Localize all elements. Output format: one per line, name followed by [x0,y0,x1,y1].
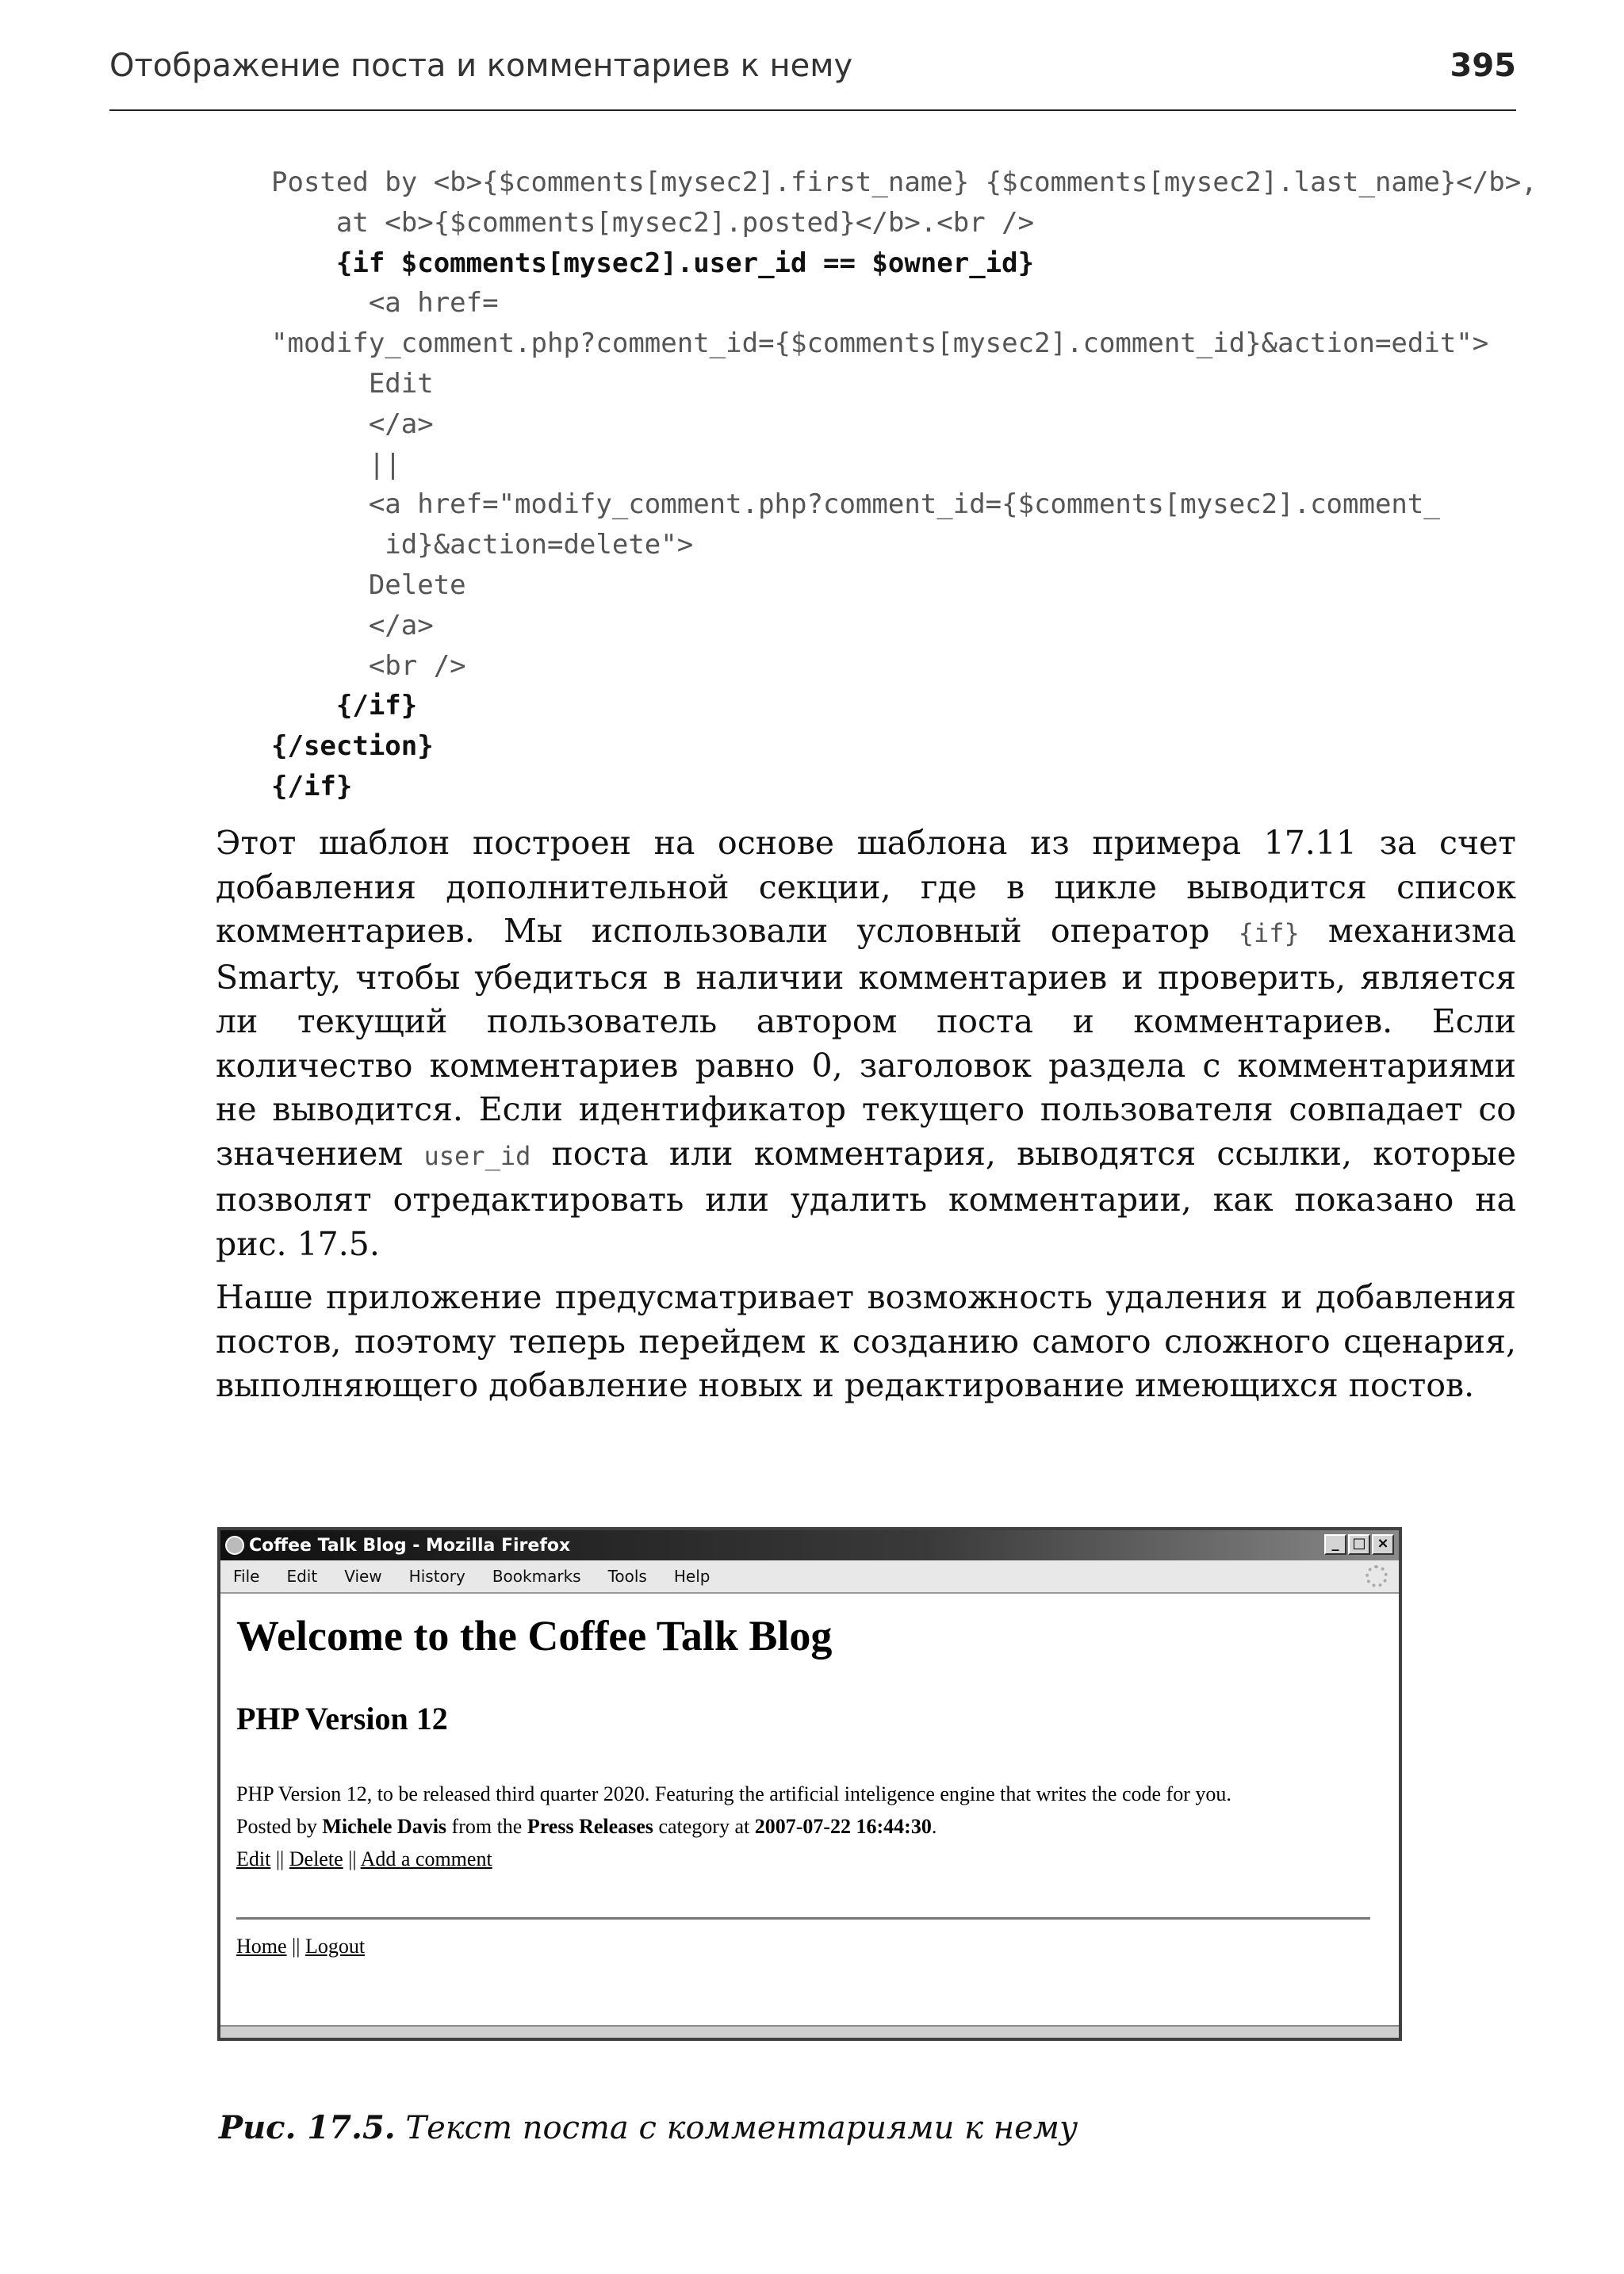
code-line: {/if} [271,690,418,722]
code-line: <br /> [271,649,466,682]
code-line: || [271,448,401,480]
menu-tools[interactable]: Tools [607,1567,647,1586]
post-text: PHP Version 12, to be released third quarter 2020. Featuring the artificial inteligence engine that writes the code for you. [236,1782,1231,1805]
menu-bar [220,1560,1399,1594]
window-controls [1324,1534,1394,1555]
edit-link[interactable]: Edit [236,1847,271,1870]
post-category: Press Releases [527,1815,653,1838]
figure-number: Рис. 17.5. [219,2109,396,2146]
close-button[interactable]: × [1372,1534,1394,1555]
code-line: {if $comments[mysec2].user_id == $owner_id} [271,247,1035,279]
minimize-button[interactable]: _ [1324,1534,1346,1555]
figure-caption-text: Текст поста с комментариями к нему [395,2110,1078,2146]
home-link[interactable]: Home [236,1935,287,1958]
running-head [109,44,1516,111]
footer-nav: Home || Logout [236,1935,366,1958]
post-body [236,1778,1370,1875]
code-line: "modify_comment.php?comment_id={$comments[mysec2].comment_id}&action=edit"> [271,327,1489,360]
delete-link[interactable]: Delete [289,1847,343,1870]
code-line: <a href="modify_comment.php?comment_id={$comments[mysec2].comment_ [271,488,1440,521]
post-actions: Edit || Delete || Add a comment [236,1847,492,1870]
browser-screenshot [217,1527,1402,2041]
code-line: Edit [271,367,434,400]
logout-link[interactable]: Logout [304,1935,366,1958]
post-meta: Posted by Michele Davis from the Press Releases category at 2007-07-22 16:44:30. [236,1815,937,1838]
paragraph-2: Наше приложение предусматривает возможность удаления и добавления постов, поэтому теперь перейдем к созданию самого сложного сценария, выполняющего добавление новых и редактирование имеющихся постов. [216,1278,1516,1404]
page-number: 395 [1450,48,1516,84]
menu-bookmarks[interactable]: Bookmarks [492,1567,581,1586]
code-line: at <b>{$comments[mysec2].posted}</b>.<br /> [271,206,1035,239]
code-line: </a> [271,408,434,440]
window-titlebar [220,1530,1399,1560]
firefox-logo-icon [225,1536,244,1555]
divider [236,1917,1370,1920]
menu-help[interactable]: Help [673,1567,710,1586]
add-comment-link[interactable]: Add a comment [360,1847,492,1870]
window-title: Coffee Talk Blog - Mozilla Firefox [249,1535,571,1556]
code-line: id}&action=delete"> [271,529,694,561]
menu-file[interactable]: File [233,1567,260,1586]
blog-heading: Welcome to the Coffee Talk Blog [236,1612,833,1660]
menu-edit[interactable]: Edit [286,1567,318,1586]
code-line: {/if} [271,770,353,802]
code-listing [271,163,1538,807]
code-line: Posted by <b>{$comments[mysec2].first_name} {$comments[mysec2].last_name}</b>, [271,167,1538,198]
post-time: 2007-07-22 16:44:30 [754,1815,932,1838]
window-bottom-edge [220,2025,1399,2038]
body-text [216,821,1516,1418]
code-line: <a href= [271,287,499,320]
figure-caption [219,2109,1078,2146]
running-title: Отображение поста и комментариев к нему [109,48,853,84]
code-line: </a> [271,609,434,641]
menu-view[interactable]: View [344,1567,382,1586]
maximize-button[interactable]: □ [1348,1534,1370,1555]
paragraph-1: Этот шаблон построен на основе шаблона из примера 17.11 за счет добавления дополнительной секции, где в цикле выводится список комментариев. Мы использовали условный оператор {if} механизма Smarty, чтобы убедиться в наличии комментариев и проверить, является ли текущий пользователь автором поста и комментариев. Если количество комментариев равно 0, заголовок раздела с комментариями не выводится. Если идентификатор текущего пользователя совпадает со значением user_id поста или комментария, выводятся ссылки, которые позволят отредактировать или удалить комментарии, как показано на рис. 17.5. [216,824,1517,1263]
menu-history[interactable]: History [408,1567,465,1586]
post-title: PHP Version 12 [236,1701,448,1736]
inline-code-if: {if} [1238,918,1300,948]
post-author: Michele Davis [322,1815,447,1838]
code-line: Delete [271,568,466,601]
code-line: {/section} [271,730,434,763]
inline-code-user-id: user_id [423,1140,531,1171]
throbber-icon [1365,1565,1388,1587]
